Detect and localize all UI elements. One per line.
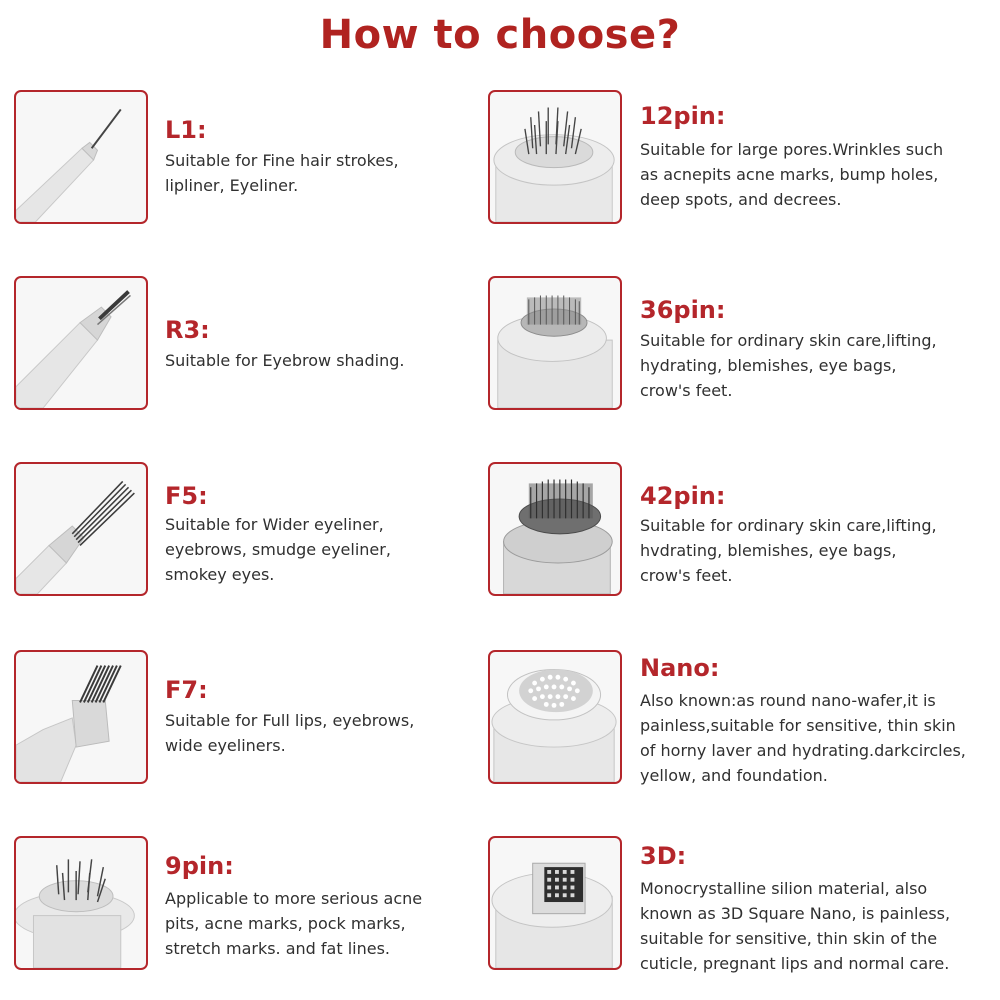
page-title: How to choose? [319,12,681,58]
cartridge-desc-12pin: Suitable for large pores.Wrinkles such as acnepits acne marks, bump holes, deep spots, and decrees. [640,140,944,209]
needle-desc-f5: Suitable for Wider eyeliner, eyebrows, smudge eyeliner, smokey eyes. [165,515,391,584]
cartridge-label-42pin: 42pin: [640,482,726,510]
cartridge-desc-3d: Monocrystalline silion material, also known as 3D Square Nano, is painless, suitable for sensitive, thin skin of the cuticle, pregnant lips and normal care. [640,879,951,973]
cartridge-label-3d: 3D: [640,842,687,870]
cartridge-thumbnail-12pin [488,90,622,224]
cartridge-desc-nano: Also known:as round nano-wafer,it is painless,suitable for sensitive, thin skin of horny laver and hydrating.darkcircles, yellow, and foundation. [640,691,966,785]
needle-thumbnail-r3 [14,276,148,410]
needle-desc-l1: Suitable for Fine hair strokes, lipliner, Eyeliner. [165,151,399,195]
nano-wafer-cartridge-icon [490,652,620,782]
flat-seven-needle-icon [16,652,146,782]
round-three-needle-icon [16,278,146,408]
needle-label-9pin: 9pin: [165,852,234,880]
nine-pin-cartridge-icon [16,838,146,968]
cartridge-desc-42pin: Suitable for ordinary skin care,lifting, hvdrating, blemishes, eye bags, crow's feet. [640,516,937,585]
needle-thumbnail-f5 [14,462,148,596]
cartridge-thumbnail-3d [488,836,622,970]
cartridge-thumbnail-42pin [488,462,622,596]
needle-thumbnail-9pin [14,836,148,970]
flat-five-needle-icon [16,464,146,594]
cartridge-desc-36pin: Suitable for ordinary skin care,lifting, hydrating, blemishes, eye bags, crow's feet. [640,331,937,400]
needle-desc-r3: Suitable for Eyebrow shading. [165,351,405,370]
twelve-pin-cartridge-icon [490,92,620,222]
needle-label-f5: F5: [165,482,208,510]
needle-thumbnail-f7 [14,650,148,784]
needle-thumbnail-l1 [14,90,148,224]
needle-desc-9pin: Applicable to more serious acne pits, acne marks, pock marks, stretch marks. and fat lines. [165,889,423,958]
cartridge-label-36pin: 36pin: [640,296,726,324]
square-nano-cartridge-icon [490,838,620,968]
cartridge-thumbnail-nano [488,650,622,784]
cartridge-label-12pin: 12pin: [640,102,726,130]
single-needle-icon [16,92,146,222]
thirty-six-pin-cartridge-icon [490,278,620,408]
needle-label-l1: L1: [165,116,207,144]
needle-desc-f7: Suitable for Full lips, eyebrows, wide eyeliners. [165,711,415,755]
needle-label-f7: F7: [165,676,208,704]
needle-label-r3: R3: [165,316,210,344]
cartridge-thumbnail-36pin [488,276,622,410]
forty-two-pin-cartridge-icon [490,464,620,594]
cartridge-label-nano: Nano: [640,654,720,682]
